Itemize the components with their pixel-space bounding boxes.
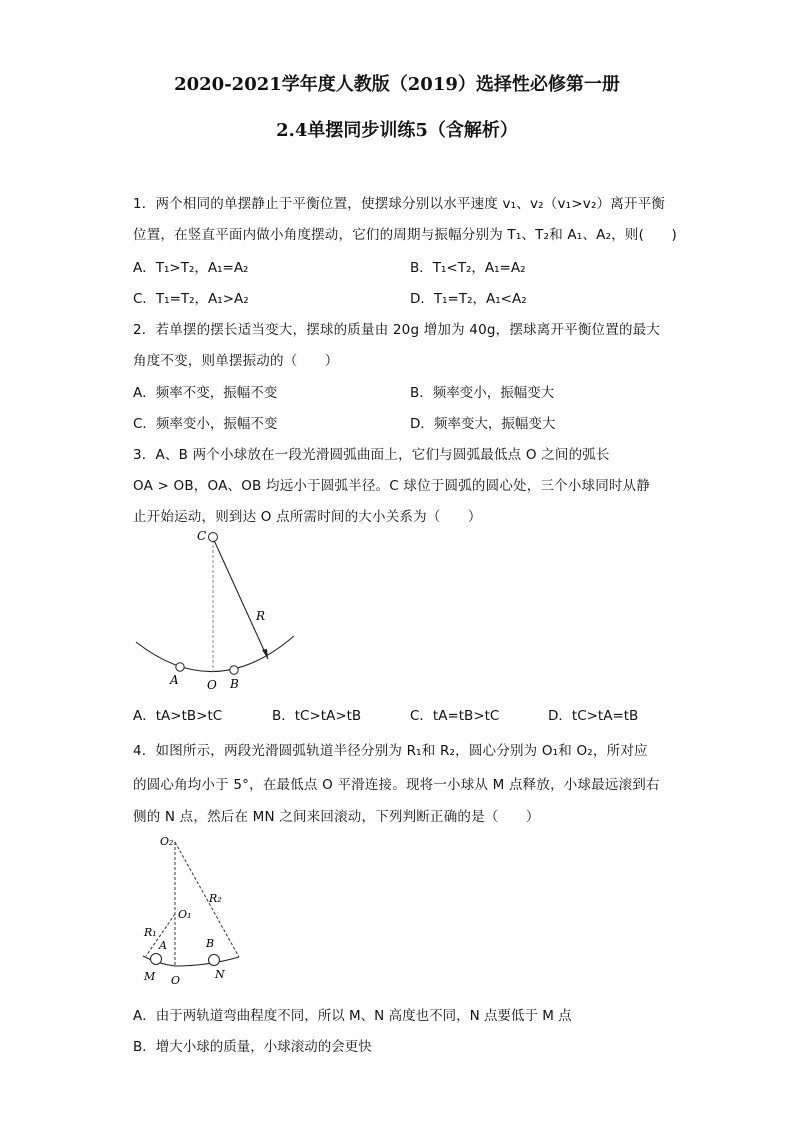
q2-stem-line1: 2．若单摆的摆长适当变大，摆球的质量由 20g 增加为 40g，摆球离开平衡位置的最大 bbox=[133, 322, 661, 338]
q3-arc bbox=[136, 636, 294, 672]
q1-stem-line1: 1．两个相同的单摆静止于平衡位置，使摆球分别以水平速度 v₁、v₂（v₁>v₂）离开平衡 bbox=[133, 196, 666, 212]
q4-label-n: N bbox=[215, 968, 225, 981]
q1-stem-line2: 位置，在竖直平面内做小角度摆动，它们的周期与振幅分别为 T₁、T₂和 A₁、A₂，则( ) bbox=[133, 227, 677, 243]
q4-label-a: A bbox=[159, 939, 167, 952]
q3-ball-c bbox=[209, 533, 218, 542]
q3-ball-b bbox=[230, 666, 238, 674]
q3-stem-line2: OA > OB，OA、OB 均远小于圆弧半径。C 球位于圆弧的圆心处，三个小球同时从静 bbox=[133, 478, 651, 494]
q4-label-o1: O₁ bbox=[178, 908, 192, 921]
q4-ball-b bbox=[209, 955, 220, 966]
q3-option-b: B．tC>tA>tB bbox=[272, 708, 362, 724]
q1-option-b: B．T₁<T₂，A₁=A₂ bbox=[410, 260, 526, 276]
q4-label-b: B bbox=[206, 937, 215, 950]
q2-option-a: A．频率不变，振幅不变 bbox=[133, 385, 278, 401]
q4-label-o: O bbox=[171, 974, 181, 987]
q3-label-b: B bbox=[230, 677, 239, 691]
q3-stem-line1: 3．A、B 两个小球放在一段光滑圆弧曲面上，它们与圆弧最低点 O 之间的弧长 bbox=[133, 447, 610, 463]
q4-stem-line1: 4．如图所示，两段光滑圆弧轨道半径分别为 R₁和 R₂，圆心分别为 O₁和 O₂，所对应 bbox=[133, 743, 648, 759]
q4-track-figure bbox=[138, 828, 248, 994]
q2-option-b: B．频率变小，振幅变大 bbox=[410, 385, 555, 401]
q4-label-r2: R₂ bbox=[209, 892, 222, 905]
q3-option-c: C．tA=tB>tC bbox=[410, 708, 500, 724]
q2-stem-line2: 角度不变，则单摆振动的（ ） bbox=[133, 353, 339, 369]
doc-title-line2: 2.4单摆同步训练5（含解析） bbox=[276, 120, 518, 141]
q3-label-o: O bbox=[207, 678, 217, 692]
q3-radius-line bbox=[213, 538, 268, 659]
q1-option-d: D．T₁=T₂，A₁<A₂ bbox=[410, 291, 527, 307]
q2-option-c: C．频率变小，振幅不变 bbox=[133, 416, 278, 432]
q2-option-d: D．频率变大，振幅变大 bbox=[410, 416, 556, 432]
q4-option-b: B．增大小球的质量，小球滚动的会更快 bbox=[133, 1039, 372, 1055]
q3-stem-line3: 止开始运动，则到达 O 点所需时间的大小关系为（ ） bbox=[133, 509, 482, 525]
q1-option-c: C．T₁=T₂，A₁>A₂ bbox=[133, 291, 249, 307]
q4-right-arc bbox=[175, 957, 239, 966]
doc-title-line1: 2020-2021学年度人教版（2019）选择性必修第一册 bbox=[174, 74, 620, 95]
q4-label-r1: R₁ bbox=[144, 926, 157, 939]
q3-label-a: A bbox=[170, 673, 179, 687]
q3-ball-a bbox=[176, 663, 184, 671]
q1-option-a: A．T₁>T₂，A₁=A₂ bbox=[133, 260, 249, 276]
q4-label-m: M bbox=[144, 970, 156, 983]
q4-stem-line3: 侧的 N 点，然后在 MN 之间来回滚动，下列判断正确的是（ ） bbox=[133, 809, 540, 825]
q3-label-c: C bbox=[197, 529, 207, 543]
q4-option-a: A．由于两轨道弯曲程度不同，所以 M、N 高度也不同，N 点要低于 M 点 bbox=[133, 1008, 572, 1024]
q3-option-a: A．tA>tB>tC bbox=[133, 708, 223, 724]
q3-label-r: R bbox=[256, 609, 266, 623]
q3-arc-figure bbox=[130, 528, 300, 696]
q4-stem-line2: 的圆心角均小于 5°，在最低点 O 平滑连接。现将一小球从 M 点释放，小球最远滚到右 bbox=[133, 777, 660, 793]
q3-option-d: D．tC>tA=tB bbox=[548, 708, 639, 724]
q4-label-o2: O₂ bbox=[160, 835, 174, 848]
q4-ball-a bbox=[151, 954, 162, 965]
